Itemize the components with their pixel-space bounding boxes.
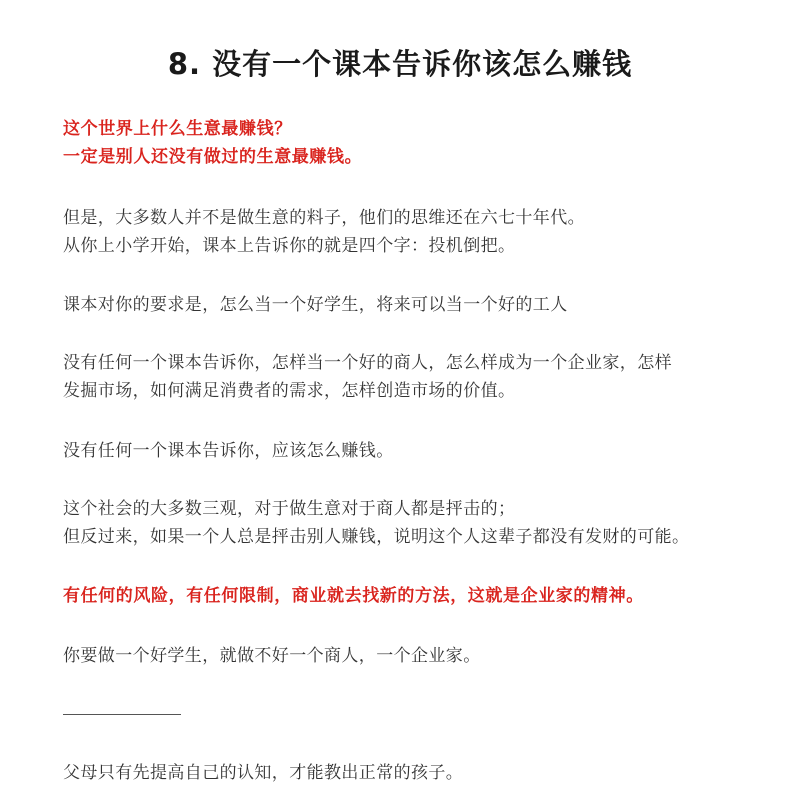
- paragraph-line: 从你上小学开始，课本上告诉你的就是四个字：投机倒把。: [63, 236, 516, 256]
- paragraph-line: 发掘市场，如何满足消费者的需求，怎样创造市场的价值。: [63, 381, 516, 401]
- section-divider: [63, 714, 181, 715]
- paragraph-line: 但反过来，如果一个人总是抨击别人赚钱，说明这个人这辈子都没有发财的可能。: [63, 527, 690, 547]
- paragraph-line: 没有任何一个课本告诉你，应该怎么赚钱。: [63, 441, 394, 461]
- highlight-line: 有任何的风险，有任何限制，商业就去找新的方法，这就是企业家的精神。: [63, 586, 644, 606]
- paragraph-line: 这个社会的大多数三观，对于做生意对于商人都是抨击的；: [63, 499, 516, 519]
- paragraph-line: 课本对你的要求是，怎么当一个好学生，将来可以当一个好的工人: [63, 295, 568, 315]
- page-title: 8. 没有一个课本告诉你该怎么赚钱: [167, 47, 633, 81]
- paragraph-line: 没有任何一个课本告诉你，怎样当一个好的商人，怎么样成为一个企业家，怎样: [63, 353, 672, 373]
- paragraph-line: 但是，大多数人并不是做生意的料子，他们的思维还在六七十年代。: [63, 208, 585, 228]
- closing-line: 父母只有先提高自己的认知，才能教出正常的孩子。: [63, 763, 464, 783]
- question-line: 这个世界上什么生意最赚钱？: [63, 119, 292, 139]
- answer-line: 一定是别人还没有做过的生意最赚钱。: [63, 147, 363, 167]
- paragraph-line: 你要做一个好学生，就做不好一个商人，一个企业家。: [63, 646, 481, 666]
